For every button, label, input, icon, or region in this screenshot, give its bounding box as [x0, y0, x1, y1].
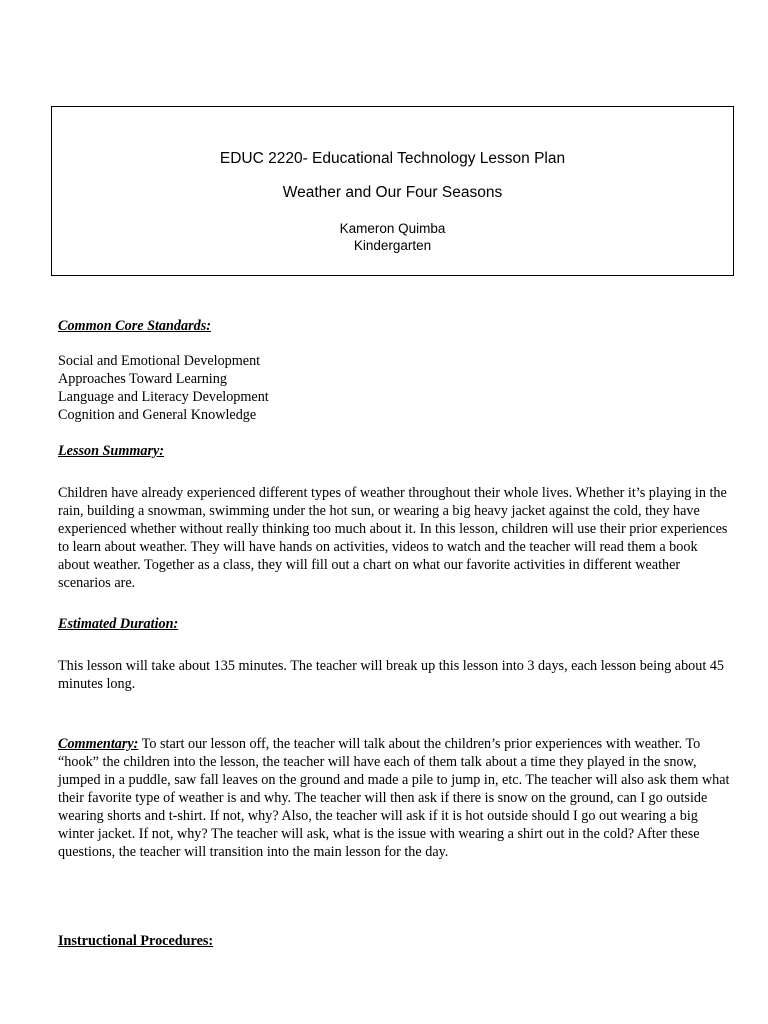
standards-list: [58, 352, 269, 424]
standard-item: Cognition and General Knowledge: [58, 407, 257, 423]
commentary-paragraph: [58, 735, 734, 861]
standard-item: Approaches Toward Learning: [58, 371, 227, 387]
title-box: [51, 106, 734, 276]
document-subtitle: Weather and Our Four Seasons: [282, 184, 503, 201]
commentary-label: Commentary:: [58, 736, 139, 752]
summary-text: Children have already experienced different types of weather throughout their whole lives. Whether it’s playing in the rain, building a snowman, swimming under the hot sun, or wearing a big heavy jacket against the cold, they have experienced whether without really thinking too much about it. In this lesson, children will use their prior experiences to learn about weather. They will have hands on activities, videos to watch and the teacher will read them a book about weather. Together as a class, they will fill out a chart on what our favorite activities in different weather scenarios are.: [58, 485, 728, 591]
commentary-text: To start our lesson off, the teacher will talk about the children’s prior experiences with weather. To “hook” the children into the lesson, the teacher will have each of them talk about a time they played in the snow, jumped in a puddle, saw fall leaves on the ground and made a pile to jump in, etc. The teacher will also ask them what their favorite type of weather is and why. The teacher will then ask if there is snow on the ground, can I go outside wearing shorts and t-shirt. If not, why? Also, the teacher will ask if it is hot outside should I go out wearing a big winter jacket. If not, why? The teacher will ask, what is the issue with wearing a shirt out in the cold? After these questions, the teacher will transition into the main lesson for the day.: [58, 736, 730, 860]
document-title: EDUC 2220- Educational Technology Lesson Plan: [219, 150, 566, 167]
standard-item: Social and Emotional Development: [58, 353, 261, 369]
standard-item: Language and Literacy Development: [58, 389, 269, 405]
standards-heading: Common Core Standards:: [58, 318, 211, 334]
grade-level: Kindergarten: [353, 238, 432, 253]
procedures-heading: Instructional Procedures:: [58, 933, 214, 949]
duration-heading: Estimated Duration:: [58, 616, 179, 632]
author-name: Kameron Quimba: [339, 221, 446, 236]
summary-heading: Lesson Summary:: [58, 443, 165, 459]
duration-text: This lesson will take about 135 minutes. The teacher will break up this lesson into 3 days, each lesson being about 45 minutes long.: [58, 658, 725, 692]
